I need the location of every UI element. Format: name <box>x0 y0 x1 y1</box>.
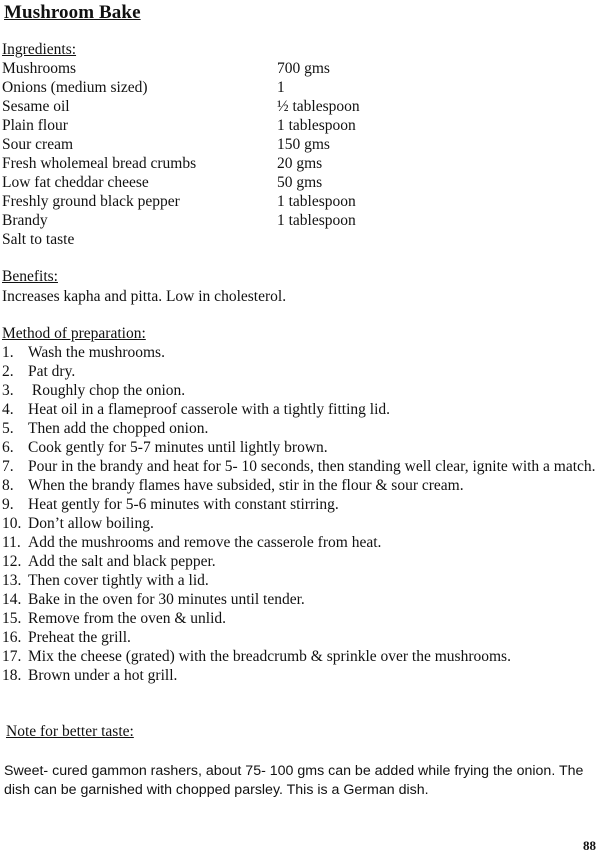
step-number: 3. <box>2 382 14 399</box>
step-number: 16. <box>2 629 22 646</box>
benefits-label: Benefits: <box>2 268 58 285</box>
step-text: Heat gently for 5-6 minutes with constant stirring. <box>28 496 339 513</box>
method-step <box>2 362 598 381</box>
step-text: Brown under a hot grill. <box>28 667 178 684</box>
method-step <box>2 514 598 533</box>
step-text: Pat dry. <box>28 363 76 380</box>
ingredient-quantity: 1 <box>277 79 285 96</box>
ingredient-quantity: 1 tablespoon <box>277 212 356 229</box>
step-number: 17. <box>2 648 22 665</box>
step-text: Then cover tightly with a lid. <box>28 572 209 589</box>
note-label: Note for better taste: <box>6 723 134 740</box>
method-step <box>2 438 598 457</box>
ingredient-name: Freshly ground black pepper <box>2 193 180 210</box>
page-number: 88 <box>583 838 596 853</box>
method-step <box>2 628 598 647</box>
step-number: 14. <box>2 591 22 608</box>
ingredient-quantity: 50 gms <box>277 174 323 191</box>
step-text: Don’t allow boiling. <box>28 515 154 532</box>
ingredient-quantity: ½ tablespoon <box>277 98 360 115</box>
step-text: Roughly chop the onion. <box>28 382 186 399</box>
method-step <box>2 571 598 590</box>
step-number: 6. <box>2 439 14 456</box>
step-number: 7. <box>2 458 14 475</box>
ingredient-quantity: 150 gms <box>277 136 330 153</box>
method-label: Method of preparation: <box>2 325 146 342</box>
ingredient-quantity: 20 gms <box>277 155 323 172</box>
step-number: 5. <box>2 420 14 437</box>
step-text: Pour in the brandy and heat for 5- 10 seconds, then standing well clear, ignite with a match. <box>28 458 596 475</box>
method-step <box>2 533 598 552</box>
ingredient-quantity: 1 tablespoon <box>277 117 356 134</box>
step-number: 13. <box>2 572 22 589</box>
ingredient-name: Low fat cheddar cheese <box>2 174 149 191</box>
method-step <box>2 419 598 438</box>
step-number: 8. <box>2 477 14 494</box>
ingredient-name: Sour cream <box>2 136 74 153</box>
step-text: Add the salt and black pepper. <box>28 553 216 570</box>
step-text: Remove from the oven & unlid. <box>28 610 227 627</box>
benefits-text: Increases kapha and pitta. Low in cholesterol. <box>2 288 287 305</box>
step-text: When the brandy flames have subsided, stir in the flour & sour cream. <box>28 477 464 494</box>
method-step <box>2 400 598 419</box>
method-step <box>2 381 598 400</box>
ingredient-name: Sesame oil <box>2 98 70 115</box>
method-steps <box>2 343 598 685</box>
ingredient-name: Plain flour <box>2 117 68 134</box>
ingredient-quantity: 700 gms <box>277 60 330 77</box>
method-step <box>2 495 598 514</box>
method-step <box>2 609 598 628</box>
method-step <box>2 666 598 685</box>
ingredient-name: Mushrooms <box>2 60 77 77</box>
step-number: 15. <box>2 610 22 627</box>
method-step <box>2 552 598 571</box>
method-step <box>2 457 598 476</box>
recipe-title: Mushroom Bake <box>4 2 141 23</box>
step-text: Mix the cheese (grated) with the breadcrumb & sprinkle over the mushrooms. <box>28 648 511 665</box>
step-text: Preheat the grill. <box>28 629 131 646</box>
method-step <box>2 647 598 666</box>
method-step <box>2 476 598 495</box>
step-number: 2. <box>2 363 14 380</box>
step-text: Then add the chopped onion. <box>28 420 209 437</box>
step-number: 1. <box>2 344 14 361</box>
step-number: 12. <box>2 553 22 570</box>
ingredients-label: Ingredients: <box>2 41 77 58</box>
method-step <box>2 343 598 362</box>
ingredient-quantity: 1 tablespoon <box>277 193 356 210</box>
step-text: Bake in the oven for 30 minutes until tender. <box>28 591 305 608</box>
ingredient-name: Salt to taste <box>2 231 75 248</box>
step-number: 18. <box>2 667 22 684</box>
note-text: Sweet- cured gammon rashers, about 75- 100 gms can be added while frying the onion. The dish can be garnished with chopped parsley. This is a German dish. <box>4 763 584 798</box>
step-number: 10. <box>2 515 22 532</box>
ingredient-name: Onions (medium sized) <box>2 79 148 96</box>
ingredient-name: Brandy <box>2 212 48 229</box>
step-text: Wash the mushrooms. <box>28 344 165 361</box>
step-number: 4. <box>2 401 14 418</box>
step-number: 11. <box>2 534 21 551</box>
ingredient-name: Fresh wholemeal bread crumbs <box>2 155 197 172</box>
step-number: 9. <box>2 496 14 513</box>
method-step <box>2 590 598 609</box>
step-text: Heat oil in a flameproof casserole with a tightly fitting lid. <box>28 401 391 418</box>
step-text: Add the mushrooms and remove the casserole from heat. <box>28 534 382 551</box>
step-text: Cook gently for 5-7 minutes until lightly brown. <box>28 439 328 456</box>
